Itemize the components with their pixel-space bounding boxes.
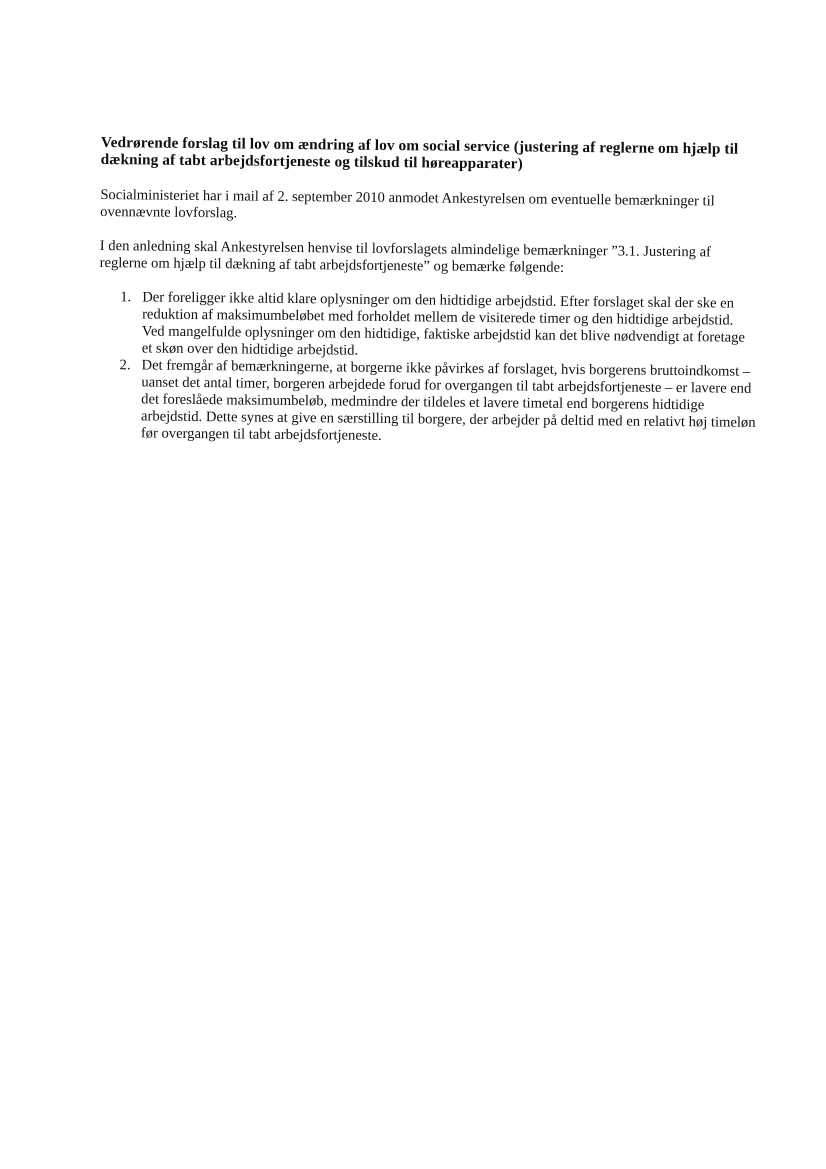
list-item — [98, 357, 759, 449]
remarks-list — [98, 289, 760, 449]
document-body — [98, 134, 761, 449]
document-title: Vedrørende forslag til lov om ændring af lov om social service (justering af reglerne om hjælp til dækning af tabt arbejdsfortjeneste og tilskud til høreapparater) — [100, 134, 739, 173]
list-item — [99, 289, 760, 364]
paragraph-reference: I den anledning skal Ankestyrelsen henvise til lovforslagets almindelige bemærkninger ”3.1. Justering af reglerne om hjælp til dækning af tabt arbejdsfortjeneste” og bemærke følgende: — [99, 237, 712, 276]
list-item-text: Der foreligger ikke altid klare oplysninger om den hidtidige arbejdstid. Efter forslaget skal der ske en reduktion af maksimumbeløbet med forholdet mellem de visiterede timer og den hidtidige arbejdstid. Ved mangelfulde oplysninger om den hidtidige, faktiske arbejdstid kan det blive nødvendigt at foretage et skøn over den hidtidige arbejdstid. — [141, 289, 746, 359]
list-item-marker: 1. — [120, 289, 132, 306]
list-item-marker: 2. — [119, 357, 131, 374]
paragraph-intro: Socialministeriet har i mail af 2. september 2010 anmodet Ankestyrelsen om eventuelle bemærkninger til ovennævnte lovforslag. — [100, 186, 715, 222]
list-item-text: Det fremgår af bemærkningerne, at borgerne ikke påvirkes af forslaget, hvis borgerens bruttoindkomst – uanset det antal timer, borgeren arbejdede forud for overgangen til tabt arbejdsfortjeneste – er lavere end det foreslåede maksimumbeløb, medmindre der tildeles et lavere timetal end borgerens hidtidige arbejdstid. Dette synes at give en særstilling til borgere, der arbejder på deltid med en relativt høj timeløn før overgangen til tabt arbejdsfortjeneste. — [140, 357, 756, 444]
